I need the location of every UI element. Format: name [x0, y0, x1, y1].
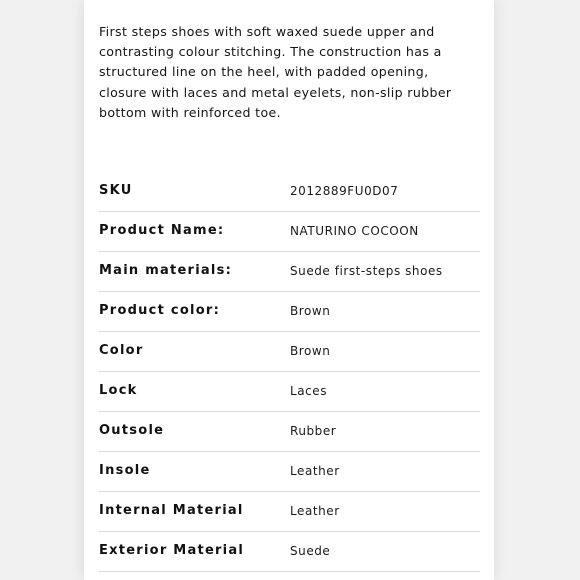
spec-value-exterior-material: Suede	[290, 544, 331, 558]
spec-row-insole	[99, 452, 480, 492]
spec-row-product-name	[99, 212, 480, 252]
spec-label-insole: Insole	[99, 463, 151, 478]
product-description: First steps shoes with soft waxed suede upper and contrasting colour stitching. The construction has a structured line on the heel, with padded opening, closure with laces and metal eyelets, non-slip rubber bottom with reinforced toe.	[99, 24, 452, 120]
spec-label-sku: SKU	[99, 183, 133, 198]
spec-label-product-color: Product color:	[99, 303, 221, 318]
spec-label-lock: Lock	[99, 383, 138, 398]
spec-value-insole: Leather	[290, 464, 340, 478]
spec-label-outsole: Outsole	[99, 423, 165, 438]
spec-row-outsole	[99, 412, 480, 452]
product-details-card	[84, 0, 494, 580]
spec-row-lock	[99, 372, 480, 412]
spec-row-sku	[99, 172, 480, 212]
spec-label-color: Color	[99, 343, 144, 358]
spec-value-outsole: Rubber	[290, 424, 337, 438]
spec-value-main-materials: Suede first-steps shoes	[290, 264, 443, 278]
spec-label-exterior-material: Exterior Material	[99, 543, 245, 558]
spec-row-exterior-material	[99, 532, 480, 572]
spec-value-sku: 2012889FU0D07	[290, 184, 399, 198]
spec-value-lock: Laces	[290, 384, 328, 398]
spec-label-main-materials: Main materials:	[99, 263, 233, 278]
spec-label-product-name: Product Name:	[99, 223, 225, 238]
spec-row-internal-material	[99, 492, 480, 532]
spec-value-color: Brown	[290, 344, 331, 358]
spec-value-product-name: NATURINO COCOON	[290, 224, 419, 238]
product-specs-table	[99, 172, 480, 572]
spec-value-internal-material: Leather	[290, 504, 340, 518]
spec-row-main-materials	[99, 252, 480, 292]
spec-row-product-color	[99, 292, 480, 332]
spec-label-internal-material: Internal Material	[99, 503, 244, 518]
spec-value-product-color: Brown	[290, 304, 331, 318]
spec-row-color	[99, 332, 480, 372]
